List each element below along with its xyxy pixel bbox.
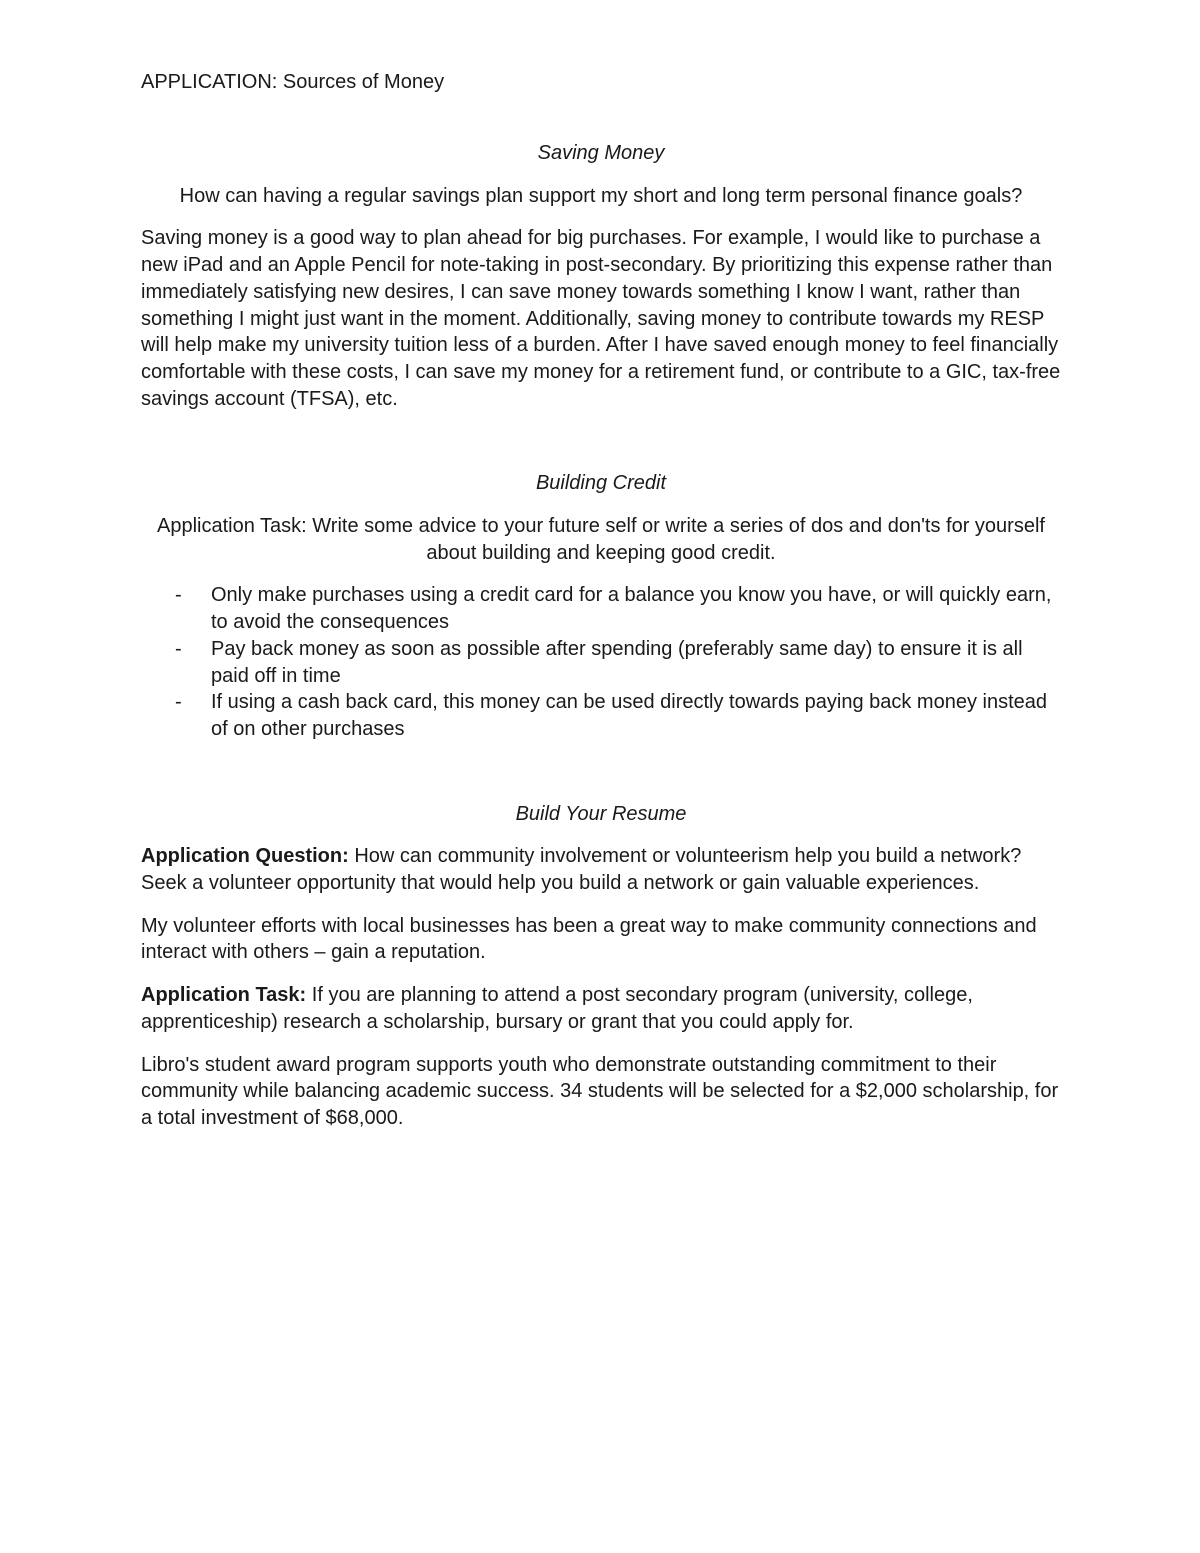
dash-bullet: - (175, 637, 182, 660)
question-text: How can community involvement or volunteerism help you build a network? Seek a volunteer opportunity that would help you build a network or gain valuable experiences. (141, 845, 1022, 895)
build-resume-heading: Build Your Resume (515, 802, 687, 825)
list-item (141, 582, 1061, 635)
document-title: APPLICATION: Sources of Money (141, 71, 445, 93)
task-text: If you are planning to attend a post secondary program (university, college, apprenticeship) research a scholarship, bursary or grant that you could apply for. (141, 984, 973, 1033)
list-item (141, 689, 1061, 742)
saving-money-section (141, 140, 1061, 412)
section-spacer (141, 743, 1061, 801)
saving-money-heading: Saving Money (537, 142, 665, 164)
dash-bullet: - (175, 691, 182, 714)
task-label: Application Task: (141, 984, 307, 1007)
saving-question: How can having a regular savings plan support my short and long term personal finance goals? (179, 184, 1023, 207)
resume-question-answer: My volunteer efforts with local businesses has been a great way to make community connections and interact with others – gain a reputation. (141, 914, 1037, 964)
list-item-text: Pay back money as soon as possible after spending (preferably same day) to ensure it is all paid off in time (211, 637, 1023, 687)
build-resume-section (141, 801, 1061, 1132)
document-body (141, 140, 1061, 1148)
list-item-text: If using a cash back card, this money can be used directly towards paying back money instead of on other purchases (211, 691, 1048, 740)
list-item (141, 636, 1061, 689)
resume-task-answer: Libro's student award program supports youth who demonstrate outstanding commitment to their community while balancing academic success. 34 students will be selected for a $2,000 scholarship, for a total investment of $68,000. (141, 1053, 1059, 1129)
building-credit-heading: Building Credit (535, 472, 667, 495)
section-spacer (141, 428, 1061, 470)
resume-question (141, 843, 1061, 896)
credit-advice-list (141, 582, 1061, 742)
resume-task (141, 982, 1061, 1035)
list-item-text: Only make purchases using a credit card for a balance you know you have, or will quickly earn, to avoid the consequences (211, 584, 1052, 634)
building-credit-section (141, 470, 1061, 742)
credit-task: Application Task: Write some advice to your future self or write a series of dos and don'ts for yourself about building and keeping good credit. (157, 515, 1045, 564)
dash-bullet: - (175, 584, 182, 607)
saving-answer: Saving money is a good way to plan ahead for big purchases. For example, I would like to purchase a new iPad and an Apple Pencil for note-taking in post-secondary. By prioritizing this expense rather than immediately satisfying new desires, I can save money towards something I know I want, rather than something I might just want in the moment. Additionally, saving money to contribute towards my RESP will help make my university tuition less of a burden. After I have saved enough money to feel financially comfortable with these costs, I can save my money for a retirement fund, or contribute to a GIC, tax-free savings account (TFSA), etc. (141, 227, 1061, 410)
question-label: Application Question: (141, 845, 349, 868)
